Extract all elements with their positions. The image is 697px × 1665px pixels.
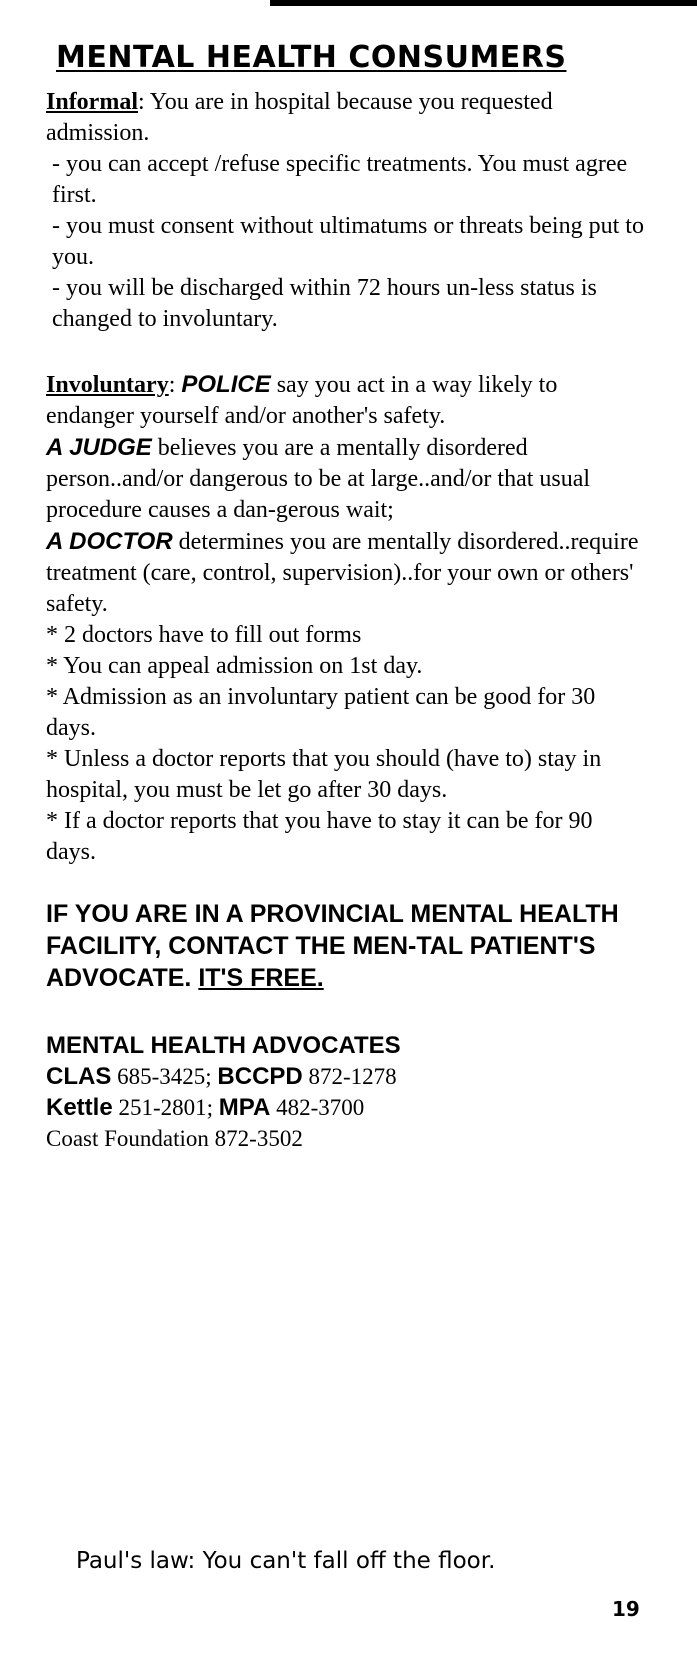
kettle-name: Kettle: [46, 1094, 113, 1121]
involuntary-label: Involuntary: [46, 372, 169, 398]
doctor-text: determines you are mentally disordered..require treatment (care, control, supervision)..for your own or others' safety.: [46, 529, 639, 617]
notice-text: IF YOU ARE IN A PROVINCIAL MENTAL HEALTH FACILITY, CONTACT THE MEN-TAL PATIENT'S ADVOCATE.: [46, 900, 619, 992]
informal-intro: Informal: You are in hospital because you requested admission.: [46, 89, 553, 146]
informal-label: Informal: [46, 89, 138, 115]
doctor-label: A DOCTOR: [46, 528, 173, 555]
kettle-phone: 251-2801;: [118, 1095, 213, 1120]
involuntary-police: Involuntary: POLICE say you act in a way likely to endanger yourself and/or another's safety.: [46, 371, 558, 429]
informal-section: [46, 87, 646, 335]
involuntary-point: * 2 doctors have to fill out forms: [46, 622, 362, 648]
informal-item: - you will be discharged within 72 hours un-less status is changed to involuntary.: [52, 275, 597, 332]
mpa-phone: 482-3700: [276, 1095, 365, 1120]
bccpd-phone: 872-1278: [308, 1064, 397, 1089]
involuntary-section: [46, 369, 646, 868]
police-text: say you act in a way likely to endanger yourself and/or another's safety.: [46, 372, 558, 429]
involuntary-point: * You can appeal admission on 1st day.: [46, 653, 423, 679]
advocate-row: [46, 1092, 646, 1123]
notice-emphasis: IT'S FREE.: [198, 964, 324, 992]
advocate-notice: [46, 898, 646, 994]
police-label: POLICE: [181, 371, 271, 398]
judge-text: believes you are a mentally disordered person..and/or dangerous to be at large..and/or that usual procedure causes a dan-gerous wait;: [46, 435, 591, 523]
clas-phone: 685-3425;: [117, 1064, 212, 1089]
informal-item: - you can accept /refuse specific treatments. You must agree first.: [52, 151, 628, 208]
top-rule: [270, 0, 697, 6]
footer-quote: Paul's law: You can't fall off the floor.: [76, 1548, 496, 1574]
involuntary-point: * Admission as an involuntary patient can be good for 30 days.: [46, 684, 596, 741]
judge-label: A JUDGE: [46, 434, 152, 461]
bccpd-name: BCCPD: [217, 1063, 303, 1090]
page-content: [46, 40, 646, 1154]
involuntary-point: * Unless a doctor reports that you should (have to) stay in hospital, you must be let go after 30 days.: [46, 746, 602, 803]
coast-foundation: Coast Foundation 872-3502: [46, 1126, 303, 1151]
advocates-section: [46, 1030, 646, 1154]
involuntary-doctor: [46, 526, 646, 620]
page-title: MENTAL HEALTH CONSUMERS: [56, 40, 567, 75]
advocates-heading: MENTAL HEALTH ADVOCATES: [46, 1032, 401, 1059]
informal-item: - you must consent without ultimatums or threats being put to you.: [52, 213, 644, 270]
page-number: 19: [612, 1597, 640, 1621]
spacer: [46, 335, 646, 369]
involuntary-point: * If a doctor reports that you have to stay it can be for 90 days.: [46, 808, 593, 865]
advocate-row: [46, 1061, 646, 1092]
involuntary-judge: [46, 432, 646, 526]
clas-name: CLAS: [46, 1063, 112, 1090]
mpa-name: MPA: [218, 1094, 271, 1121]
informal-intro-text: You are in hospital because you requested admission.: [46, 89, 553, 146]
